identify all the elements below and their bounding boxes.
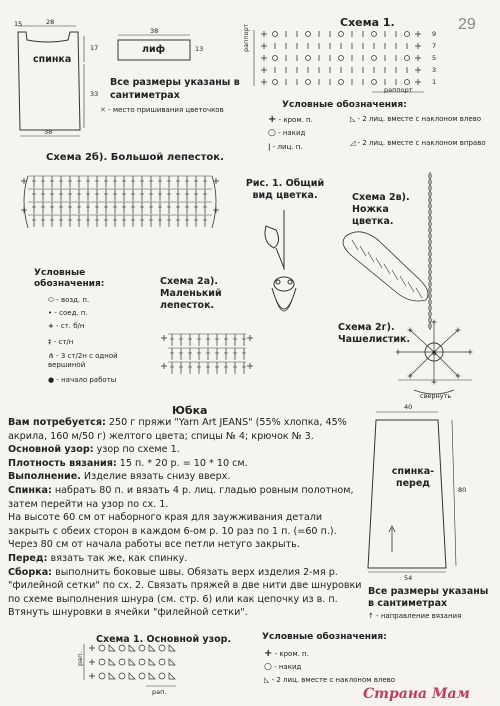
legend-top-text-3: - 2 лиц. вместе с наклоном влево	[357, 115, 482, 123]
legend-bottom-item-edge	[264, 648, 309, 659]
legend-top-title: Условные обозначения:	[282, 100, 407, 110]
k2tog-mark	[109, 673, 115, 679]
execution-text: Изделие вязать снизу вверх.	[80, 471, 231, 483]
back-label: спинка	[33, 54, 72, 65]
scheme1-bottom-title: Схема 1. Основной узор.	[96, 634, 232, 645]
legend-crochet-text-2: - ст. б/н	[56, 322, 85, 330]
density-text: 15 п. * 20 р. = 10 * 10 см.	[116, 457, 248, 469]
yarnover-mark	[139, 673, 145, 679]
sc-icon: +	[48, 322, 54, 330]
scheme1-bottom-rap-bottom: рап.	[152, 688, 167, 696]
bodice-width: 38	[150, 27, 159, 35]
legend-crochet-title: Условные обозначения:	[34, 268, 105, 289]
scheme1-bottom-rap-side: рап.	[76, 651, 84, 666]
bodice-label: лиф	[142, 44, 166, 55]
k2tog-mark	[149, 659, 155, 665]
x-mark-icon: ✕	[100, 106, 106, 114]
legend-bottom-text-2: - 2 лиц. вместе с наклоном влево	[271, 676, 396, 684]
legend-crochet-text-0: - возд. п.	[56, 296, 90, 304]
k2tog-mark	[129, 673, 135, 679]
yarnover-mark	[119, 645, 125, 651]
yarnover-mark	[99, 673, 105, 679]
left-triangle-icon: ◺	[264, 676, 270, 684]
assembly-label: Сборка:	[8, 566, 53, 578]
bodice-height: 13	[195, 45, 204, 53]
sizes-note-top: Все размеры указаны в сантиметрах	[110, 77, 240, 101]
circle-icon: ○	[268, 128, 276, 138]
scheme2a-title: Схема 2а). Маленький лепесток.	[160, 276, 222, 311]
assembly-text: выполнить боковые швы. Обязать верх изделия 2-мя р. "филейной сетки" по сх. 2. Связать пряжей в две нити две шнуровки по схеме выполнения шнура (см. стр. 6) или как цепочку из в. п. Втянуть шнуровки в ячейки "филейной сетки".	[8, 566, 362, 619]
yarnover-mark	[119, 673, 125, 679]
bar-icon: |	[268, 143, 271, 151]
k2tog-mark	[109, 645, 115, 651]
watermark-logo: Страна Мам	[363, 686, 470, 702]
scheme2g-title: Схема 2г). Чашелистик.	[338, 322, 411, 345]
circle-icon: ○	[264, 662, 272, 672]
k2tog-mark	[149, 645, 155, 651]
legend-crochet-text-3: - ст/н	[53, 338, 74, 346]
k2tog-mark	[109, 659, 115, 665]
chain-icon: ⬭	[48, 296, 54, 304]
yarnover-mark	[119, 659, 125, 665]
dot-icon: ●	[48, 376, 55, 384]
scheme1-row-9: 9	[432, 30, 437, 38]
legend-crochet-text-5: - начало работы	[56, 376, 117, 384]
scheme1-row-7: 7	[432, 42, 437, 50]
right-triangle-icon: ◿	[350, 139, 356, 147]
scheme1-row-3: 3	[432, 66, 437, 74]
front-text: вязать так же, как спинку.	[47, 552, 188, 564]
narrow-paragraph: На высоте 60 см от наборного края для заужживания детали закрыть с обеих сторон в каждом 6-ом р. 10 раз по 1 п. (=60 п.). Через 80 см от начала работы все петли нетуго закрыть.	[8, 512, 337, 551]
k2tog-mark	[169, 673, 175, 679]
scheme1-rapport-side: раппорт	[242, 23, 250, 52]
scheme1-row-5: 5	[432, 54, 437, 62]
legend-bottom-text-1: - накид	[274, 663, 302, 671]
skirt-heading: Юбка	[172, 404, 208, 417]
slip-stitch-icon: •	[48, 309, 53, 317]
back-label-text: Спинка:	[8, 484, 52, 496]
pattern-text: узор по схеме 1.	[93, 444, 180, 456]
legend-top-text-1: - накид	[278, 129, 306, 137]
legend-crochet-text-4: - 3 ст/2н с одной вершиной	[48, 352, 118, 369]
scheme2v-title: Схема 2в). Ножка цветка.	[352, 192, 410, 227]
scheme1-rapport-bottom: раппорт	[384, 86, 413, 94]
plus-icon: +	[264, 648, 273, 659]
legend-bottom-item-yo	[264, 662, 301, 672]
scheme2g-fold: свернуть	[420, 392, 452, 400]
fig1-title: Рис. 1. Общий вид цветка.	[245, 178, 325, 201]
legend-top-text-2: - лиц. п.	[272, 143, 303, 151]
k2tog-mark	[169, 645, 175, 651]
front-label: Перед:	[8, 552, 48, 564]
legend-crochet-text-1: - соед. п.	[54, 309, 88, 317]
scheme2g-center: 6	[432, 349, 437, 357]
materials-text: 250 г пряжи "Yarn Art JEANS" (55% хлопка, 45% акрила, 160 м/50 г) желтого цвета; спицы № 4; крючок № 3.	[8, 417, 347, 442]
yarnover-mark	[99, 645, 105, 651]
k2tog-mark	[149, 673, 155, 679]
scheme1-top-title: Схема 1.	[340, 16, 395, 29]
dim-15: 15	[14, 20, 23, 28]
dc-icon: ‡	[48, 338, 52, 346]
legend-top-text-4: - 2 лиц. вместе с наклоном вправо	[357, 139, 486, 147]
yarnover-mark	[159, 659, 165, 665]
skirt-pattern-label: спинка-перед	[391, 466, 435, 489]
skirt-top: 40	[404, 403, 413, 411]
sizes-note-bottom: Все размеры указаны в сантиметрах	[368, 586, 489, 609]
yarnover-mark	[159, 673, 165, 679]
skirt-bottom: 54	[404, 574, 413, 582]
legend-bottom-title: Условные обозначения:	[262, 632, 387, 642]
execution-label: Выполнение.	[8, 471, 81, 483]
arrow-up-icon: ↑	[368, 612, 374, 620]
k2tog-mark	[129, 645, 135, 651]
skirt-side: 80	[458, 486, 467, 494]
yarnover-mark	[139, 659, 145, 665]
plus-icon: +	[268, 114, 277, 125]
k2tog-mark	[129, 659, 135, 665]
legend-bottom-item-k2tog	[264, 676, 395, 684]
k2tog-mark	[169, 659, 175, 665]
pattern-label: Основной узор:	[8, 444, 94, 456]
page-number: 29	[458, 16, 476, 33]
scheme1-row-1: 1	[432, 78, 437, 86]
dim-17: 17	[90, 44, 99, 52]
direction-note-text: - направление вязания	[376, 612, 462, 620]
yarnover-mark	[99, 659, 105, 665]
dim-38-bottom: 38	[44, 128, 53, 136]
scheme2b-title: Схема 2б). Большой лепесток.	[46, 152, 224, 163]
dim-33: 33	[90, 90, 99, 98]
legend-top-text-0: - кром. п.	[278, 116, 313, 124]
materials-label: Вам потребуется:	[8, 417, 106, 428]
density-label: Плотность вязания:	[8, 457, 117, 469]
back-text: набрать 80 п. и вязать 4 р. лиц. гладью ровным полотном, затем перейти на узор по сх. 1.	[8, 484, 354, 510]
legend-bottom-text-0: - кром. п.	[274, 650, 309, 658]
yarnover-mark	[159, 645, 165, 651]
left-triangle-icon: ◺	[350, 115, 356, 123]
dim-28: 28	[46, 18, 55, 26]
yarnover-mark	[139, 645, 145, 651]
flower-place-text: - место пришивания цветочков	[108, 106, 224, 114]
cluster-icon: ⋔	[48, 352, 54, 360]
